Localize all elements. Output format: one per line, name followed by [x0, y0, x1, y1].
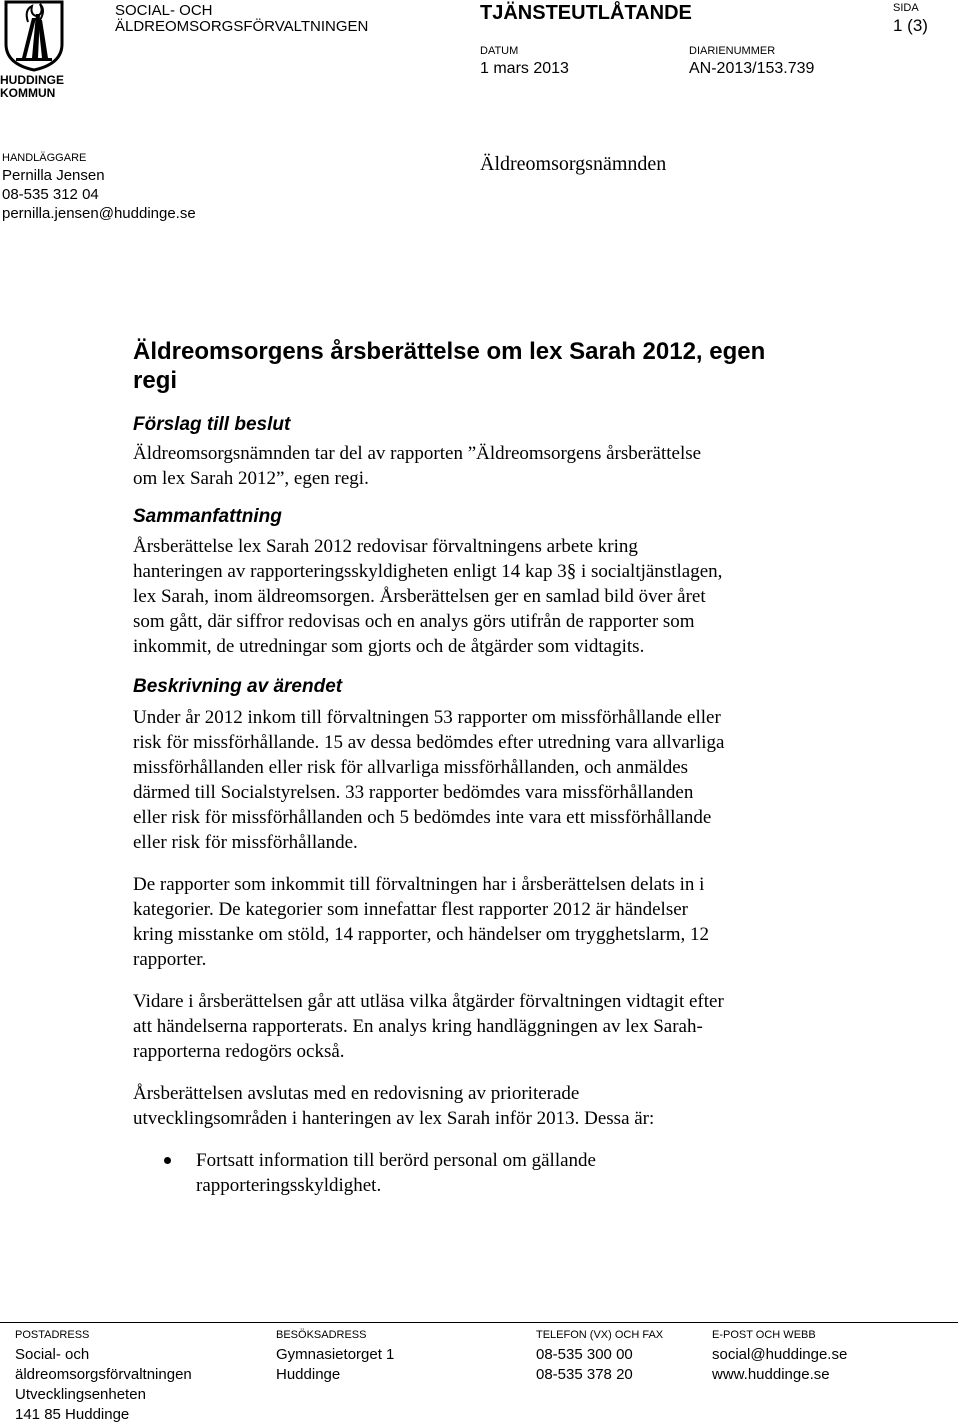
date-value: 1 mars 2013: [480, 60, 569, 77]
footer-label: BESÖKSADRESS: [276, 1329, 367, 1341]
footer-postal-address: POSTADRESS Social- och äldreomsorgsförvaltningen Utvecklingsenheten 141 85 Huddinge: [15, 1329, 192, 1423]
municipality-crest-icon: [2, 0, 66, 72]
recipient: Äldreomsorgsnämnden: [480, 153, 667, 175]
org-name-line1: SOCIAL- OCH: [115, 2, 213, 19]
description-heading: Beskrivning av ärendet: [133, 676, 343, 697]
priorities-paragraph: Årsberättelsen avslutas med en redovisning av prioriterade utvecklingsområden i hanteringen av lex Sarah inför 2013. Dessa är:: [133, 1083, 655, 1129]
document-title: [133, 337, 833, 395]
logo-text-kommun: KOMMUN: [0, 86, 56, 100]
actions-paragraph: Vidare i årsberättelsen går att utläsa vilka åtgärder förvaltningen vidtagit efter att händelserna rapporterats. En analys kring handläggningen av lex Sarah- rapporterna redogörs också.: [133, 991, 724, 1062]
org-name-line2: ÄLDREOMSORGSFÖRVALTNINGEN: [115, 18, 369, 35]
footer-visiting-address: BESÖKSADRESS Gymnasietorget 1 Huddinge: [276, 1329, 395, 1383]
main-content: [133, 337, 833, 1198]
handler-name: Pernilla Jensen: [2, 167, 105, 184]
footer-divider: [0, 1322, 958, 1323]
footer-website-link[interactable]: www.huddinge.se: [712, 1366, 830, 1383]
footer-label: TELEFON (VX) OCH FAX: [536, 1329, 664, 1341]
title-line: Äldreomsorgens årsberättelse om lex Sarah 2012, egen: [133, 338, 766, 365]
bullet-icon: [164, 1157, 171, 1164]
footer-label: E-POST OCH WEBB: [712, 1329, 816, 1341]
diary-number-label: DIARIENUMMER: [689, 45, 776, 57]
categories-paragraph: De rapporter som inkommit till förvaltningen har i årsberättelsen delats in i kategorier. De kategorier som innefattar flest rapporter 2012 är händelser kring misstanke om stöld, 14 rapporter, och händelser om trygghetslarm, 12 rapporter.: [133, 874, 709, 970]
description-paragraph: Under år 2012 inkom till förvaltningen 53 rapporter om missförhållande eller risk för missförhållande. 15 av dessa bedömdes efter utredning vara allvarliga missförhållanden eller risk för allvarliga missförhållanden, och anmäldes därmed till Socialstyrelsen. 33 rapporter bedömdes vara missförhållanden eller risk för missförhållanden och 5 bedömdes inte vara ett missförhållande eller risk för missförhållande.: [133, 707, 725, 853]
footer-web: [712, 1329, 847, 1385]
footer-phone: TELEFON (VX) OCH FAX 08-535 300 00 08-535 378 20: [536, 1329, 664, 1383]
diary-number-value: AN-2013/153.739: [689, 60, 815, 77]
summary-heading: Sammanfattning: [133, 506, 282, 527]
title-line: regi: [133, 367, 178, 394]
footer-email-link[interactable]: social@huddinge.se: [712, 1346, 848, 1363]
footer-label: POSTADRESS: [15, 1329, 90, 1341]
date-label: DATUM: [480, 45, 519, 57]
handler-label: HANDLÄGGARE: [2, 152, 87, 164]
proposal-heading: Förslag till beslut: [133, 414, 291, 435]
handler-phone: 08-535 312 04: [2, 186, 99, 203]
page-label: SIDA: [893, 2, 919, 14]
document-type: TJÄNSTEUTLÅTANDE: [480, 2, 692, 24]
handler-email[interactable]: pernilla.jensen@huddinge.se: [2, 205, 196, 222]
proposal-text: Äldreomsorgsnämnden tar del av rapporten ”Äldreomsorgens årsberättelse om lex Sarah 2012”, egen regi.: [133, 443, 702, 489]
huddinge-logo: [0, 0, 68, 100]
logo-text-huddinge: HUDDINGE: [0, 73, 65, 87]
list-item: Fortsatt information till berörd personal om gällande rapporteringsskyldighet.: [131, 1148, 833, 1198]
priorities-list: [131, 1148, 833, 1198]
summary-text: Årsberättelse lex Sarah 2012 redovisar förvaltningens arbete kring hanteringen av rapporteringsskyldigheten enligt 14 kap 3§ i socialtjänstlagen, lex Sarah, inom äldreomsorgen. Årsberättelsen ger en samlad bild över året som gått, där siffror redovisas och en analys görs utifrån de rapporter som inkommit, de utredningar som gjorts och de åtgärder som vidtagits.: [133, 536, 723, 657]
page-number: 1 (3): [893, 16, 928, 35]
